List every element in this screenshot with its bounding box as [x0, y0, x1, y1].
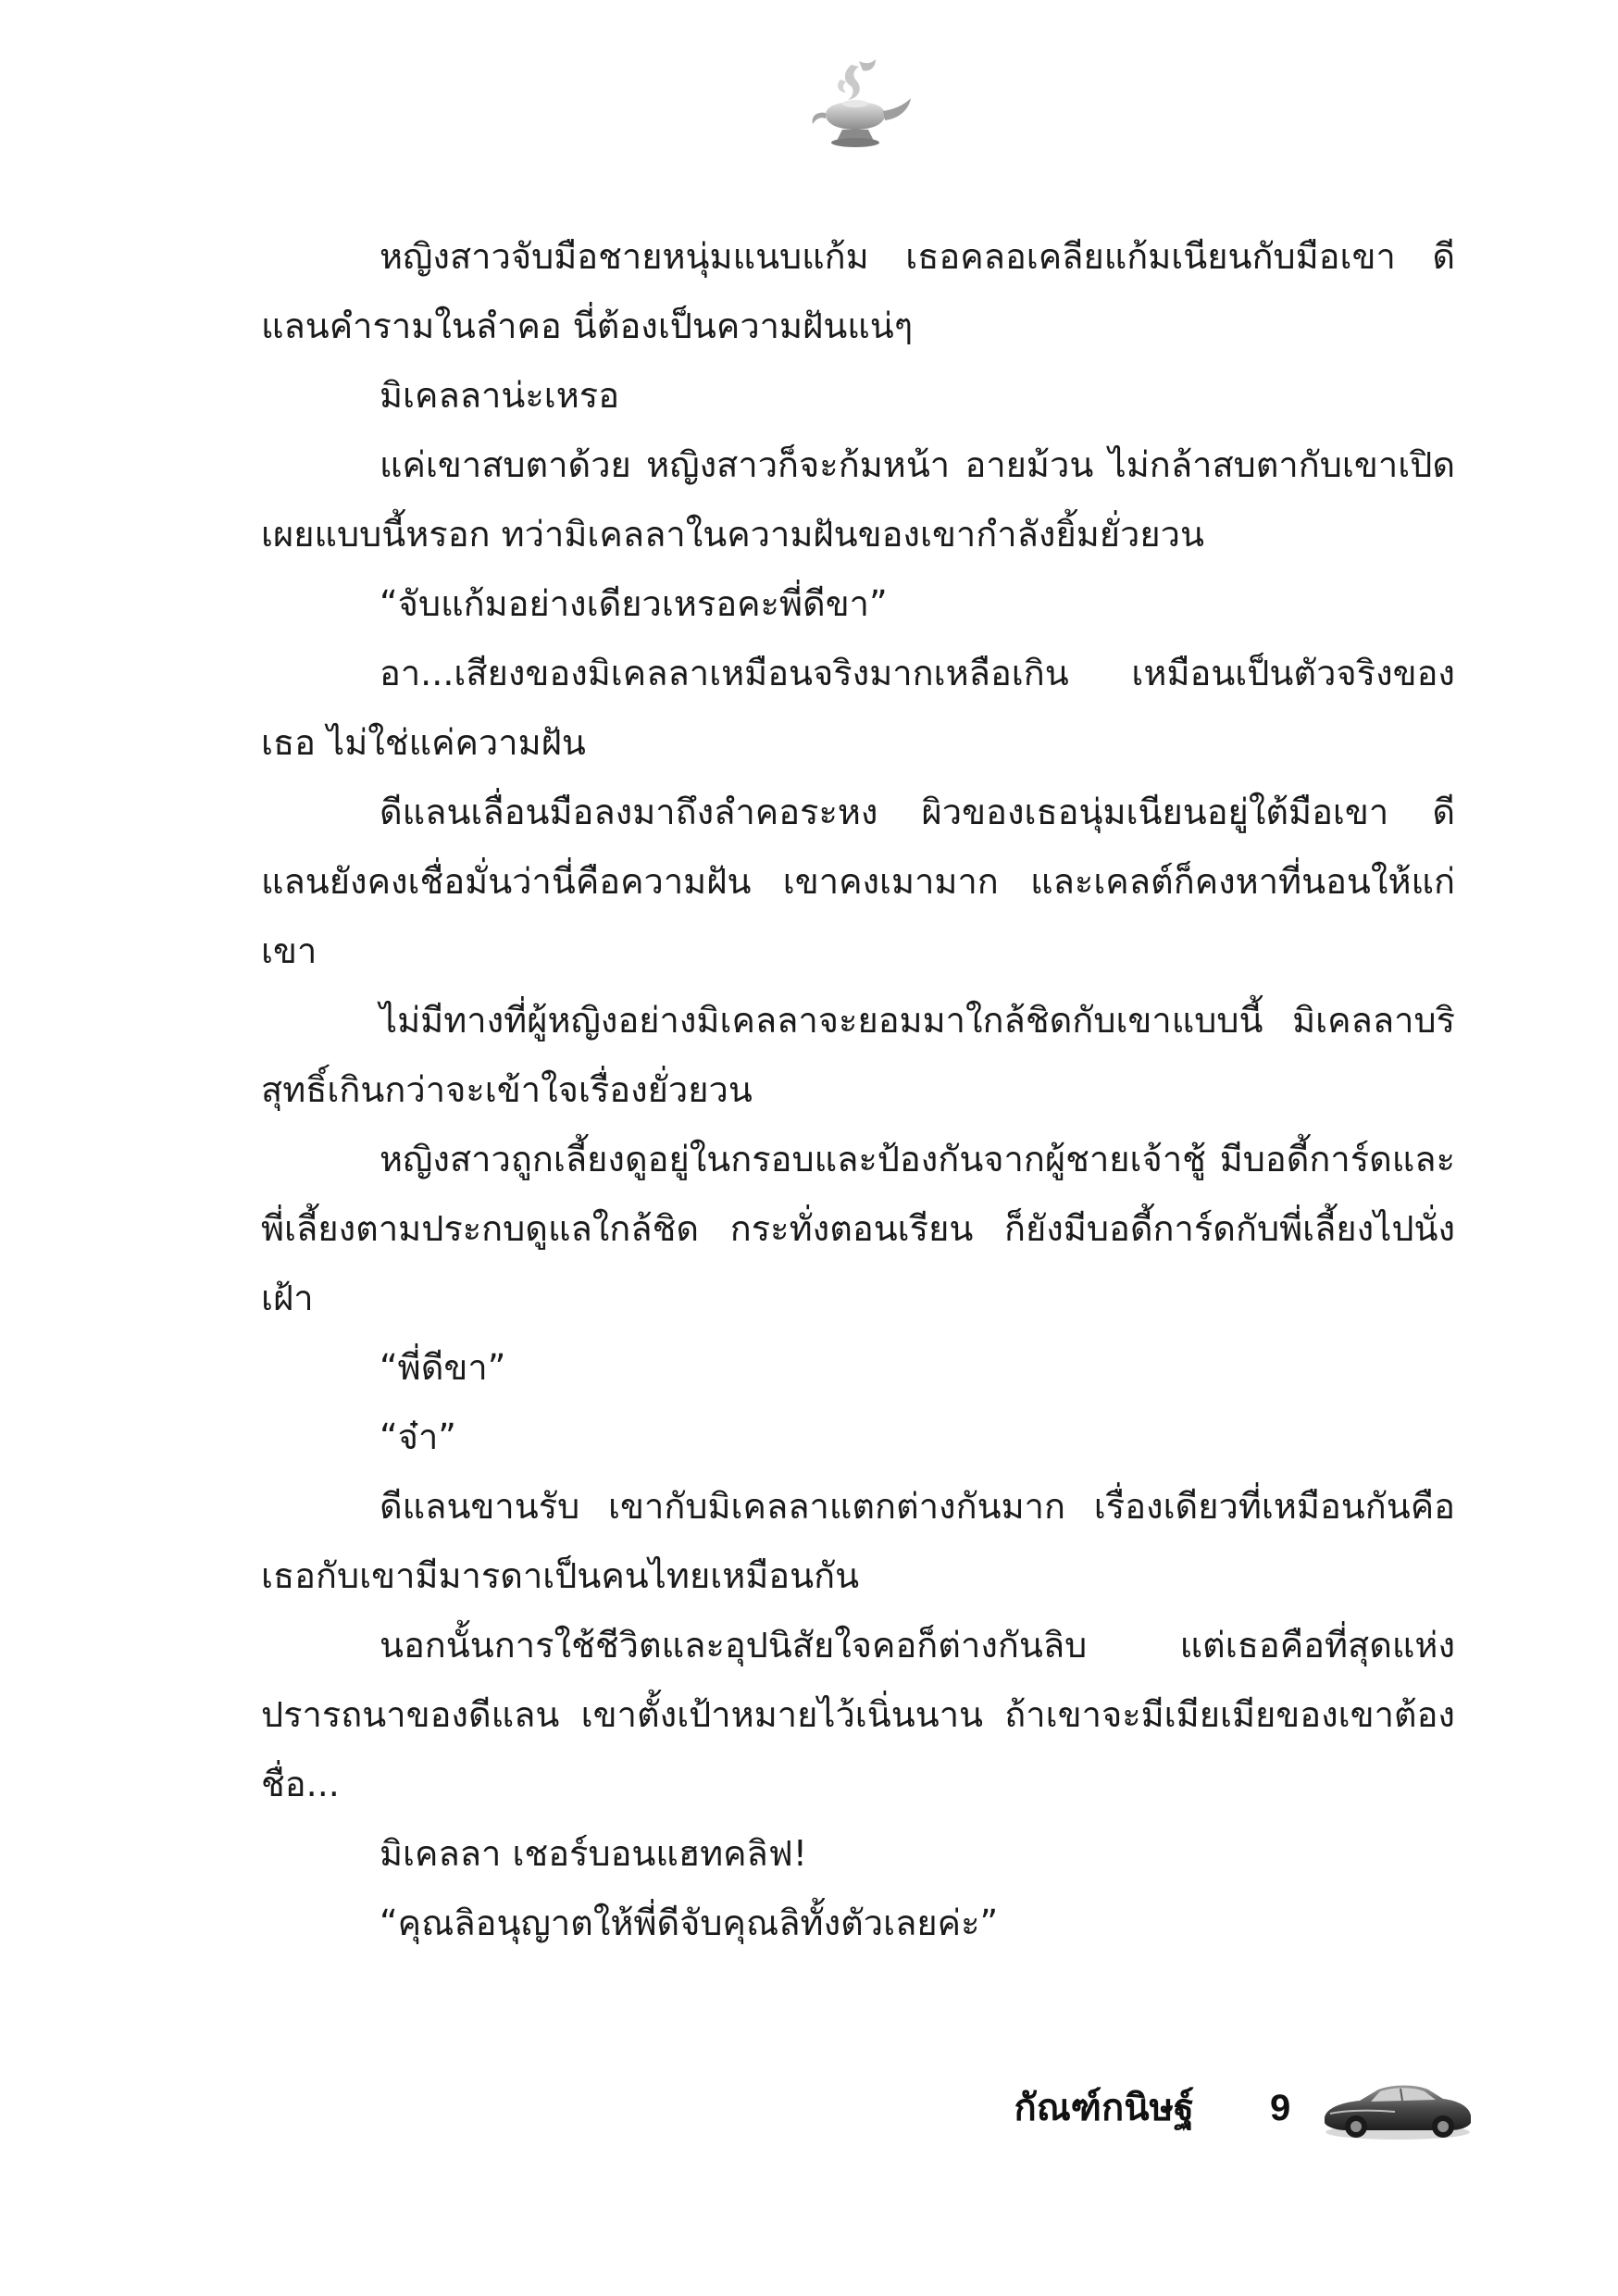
dialogue-line: “จับแก้มอย่างเดียวเหรอคะพี่ดีขา”: [380, 583, 888, 624]
paragraph: อา...เสียงของมิเคลลาเหมือนจริงมากเหลือเกิน เหมือนเป็นตัวจริงของเธอ ไม่ใช่แค่ความฝัน: [261, 653, 1455, 763]
paragraph: ดีแลนเลื่อนมือลงมาถึงลำคอระหง ผิวของเธอนุ่มเนียนอยู่ใต้มือเขา ดีแลนยังคงเชื่อมั่นว่านี่คือความฝัน เขาคงเมามาก และเคลต์ก็คงหาที่นอนให้แก่เขา: [261, 792, 1455, 971]
paragraph: แค่เขาสบตาด้วย หญิงสาวก็จะก้มหน้า อายม้วน ไม่กล้าสบตากับเขาเปิดเผยแบบนี้หรอก ทว่ามิเคลลาในความฝันของเขากำลังยิ้มยั่วยวน: [261, 444, 1455, 555]
page-number: 9: [1270, 2088, 1291, 2128]
author-name: กัณฑ์กนิษฐ์: [1014, 2087, 1194, 2129]
dialogue-line: “จ๋า”: [380, 1416, 456, 1457]
paragraph: หญิงสาวถูกเลี้ยงดูอยู่ในกรอบและป้องกันจากผู้ชายเจ้าชู้ มีบอดี้การ์ดและพี่เลี้ยงตามประกบดูแลใกล้ชิด กระทั่งตอนเรียน ก็ยังมีบอดี้การ์ดกับพี่เลี้ยงไปนั่งเฝ้า: [261, 1139, 1455, 1318]
paragraph: มิเคลลา เชอร์บอนแฮทคลิฟ!: [380, 1833, 807, 1874]
paragraph: มิเคลลาน่ะเหรอ: [380, 375, 620, 416]
paragraph: นอกนั้นการใช้ชีวิตและอุปนิสัยใจคอก็ต่างกันลิบ แต่เธอคือที่สุดแห่งปรารถนาของดีแลน เขาตั้งเป้าหมายไว้เนิ่นนาน ถ้าเขาจะมีเมียเมียของเขาต้องชื่อ...: [261, 1625, 1455, 1804]
sports-car-icon: [1319, 2071, 1476, 2145]
page-footer: [926, 2060, 1500, 2162]
genie-lamp-icon: [798, 57, 918, 159]
dialogue-line: “คุณลิอนุญาตให้พี่ดีจับคุณลิทั้งตัวเลยค่ะ”: [380, 1903, 999, 1943]
paragraph: ไม่มีทางที่ผู้หญิงอย่างมิเคลลาจะยอมมาใกล้ชิดกับเขาแบบนี้ มิเคลลาบริสุทธิ์เกินกว่าจะเข้าใจเรื่องยั่วยวน: [261, 1000, 1455, 1110]
paragraph: ดีแลนขานรับ เขากับมิเคลลาแตกต่างกันมาก เรื่องเดียวที่เหมือนกันคือเธอกับเขามีมารดาเป็นคนไทยเหมือนกัน: [261, 1486, 1455, 1596]
paragraph: หญิงสาวจับมือชายหนุ่มแนบแก้ม เธอคลอเคลียแก้มเนียนกับมือเขา ดีแลนคำรามในลำคอ นี่ต้องเป็นความฝันแน่ๆ: [261, 236, 1455, 346]
story-body: [261, 222, 1455, 1958]
dialogue-line: “พี่ดีขา”: [380, 1347, 506, 1388]
